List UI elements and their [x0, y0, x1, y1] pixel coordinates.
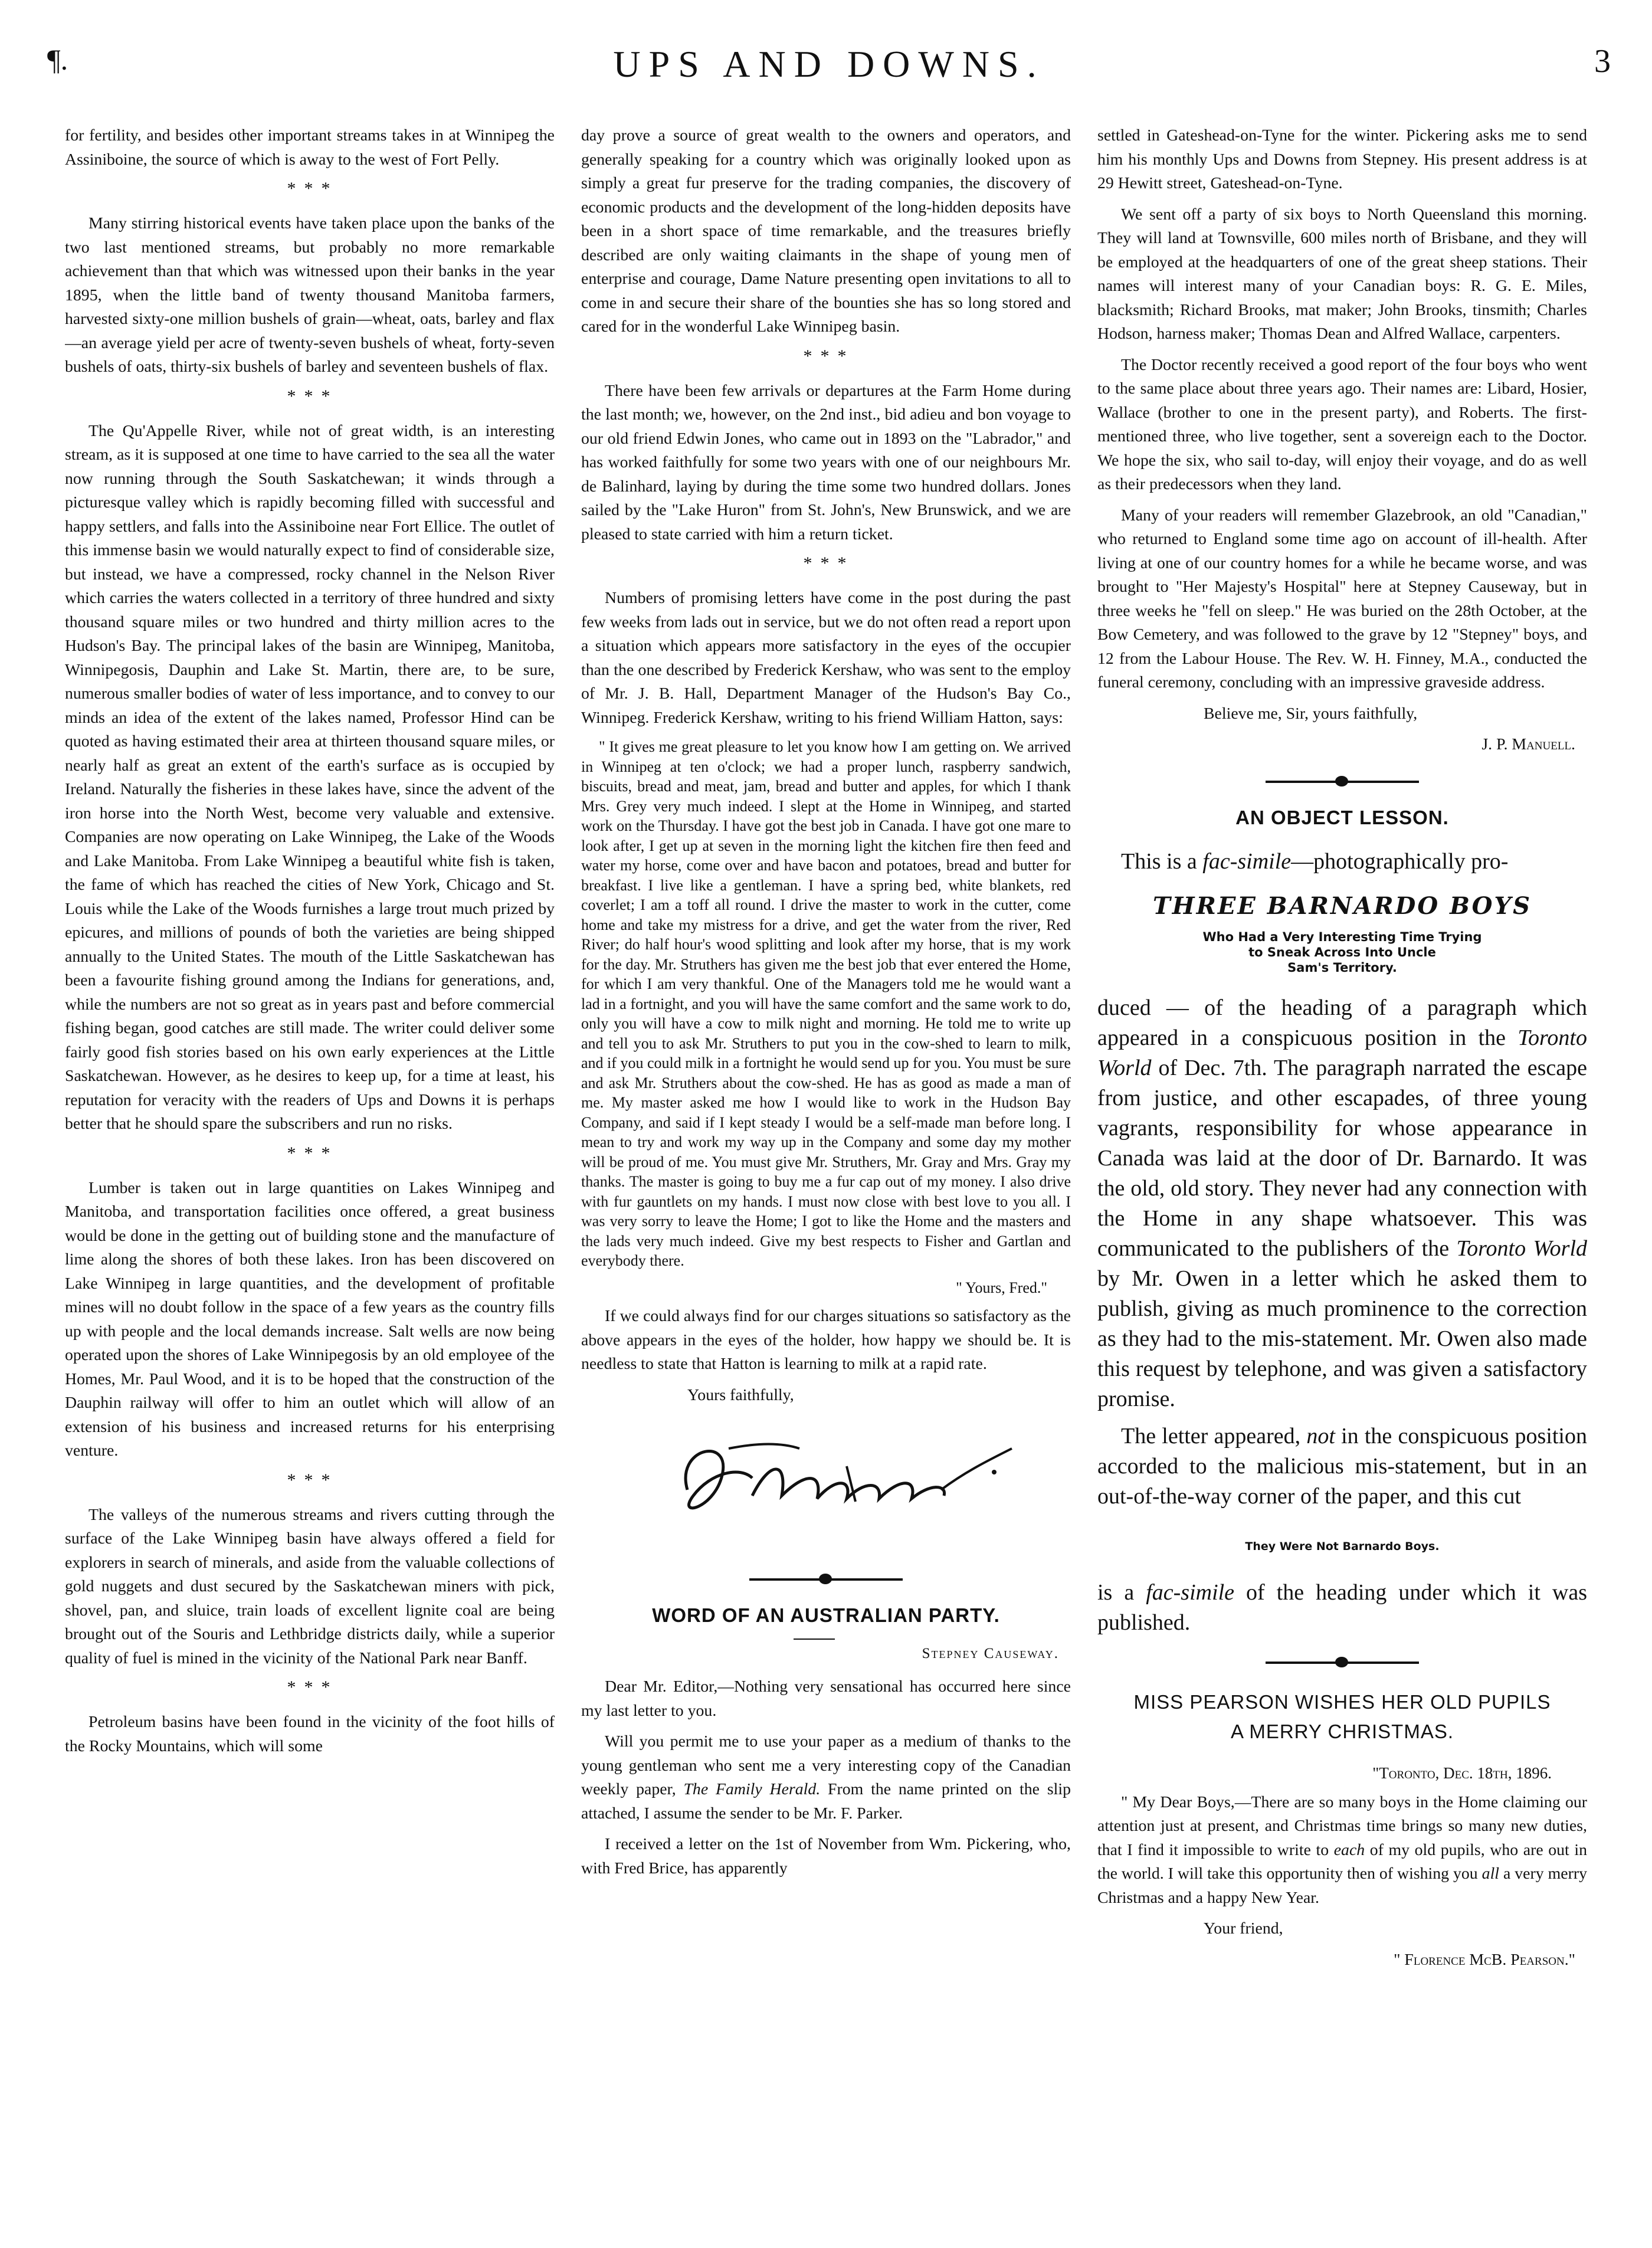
text-run: all	[1481, 1864, 1500, 1883]
text-run: From the name printed on the slip attached, I assume the sender to be Mr. F. Parker.	[581, 1780, 1071, 1823]
closing-line: Believe me, Sir, yours faithfully,	[1204, 704, 1418, 723]
paragraph: There have been few arrivals or departures at the Farm Home during the last month; we, however, on the 2nd inst., bid adieu and bon voyage to our old friend Edwin Jones, who came out in 1893 on the "Labrador," and has worked faithfully for some two years with one of our neighbours Mr. de Balinhard, laying by during the time some two hundred dollars. Jones sailed by the "Lake Huron" from St. John's, New Brunswick, and we are pleased to state carried with him a return ticket.	[581, 381, 1071, 543]
facsimile-subhead	[1097, 929, 1587, 975]
folio-mark: ¶.	[47, 43, 68, 76]
asterism-ornament: * * *	[803, 553, 849, 573]
paragraph: I received a letter on the 1st of November from Wm. Pickering, who, with Fred Brice, has apparently	[581, 1835, 1071, 1877]
text-run: fac-simile	[1146, 1580, 1235, 1605]
asterism-ornament: * * *	[287, 1677, 333, 1697]
asterism-ornament: * * *	[287, 179, 333, 198]
text-run: in the conspicuous position accorded to the malicious mis-statement, but in an out-of-the-way corner of the paper, and this cut	[1097, 1423, 1587, 1509]
facsimile-subhead-line: Sam's Territory.	[1287, 960, 1397, 975]
paragraph: The valleys of the numerous streams and rivers cutting through the surface of the Lake Winnipeg basin have always offered a field for explorers in search of minerals, and aside from the valuable collections of gold nuggets and dust secured by the Saskatchewan miners with pick, shovel, pan, and sluice, train loads of excellent lignite coal are being brought out of the Souris and Lethbridge districts daily, while a superior quality of fuel is mined in the vicinity of the National Park near Banff.	[65, 1505, 555, 1667]
facsimile-cut-heading: They Were Not Barnardo Boys.	[1245, 1539, 1440, 1553]
section-heading	[1097, 1687, 1587, 1746]
section-heading: AN OBJECT LESSON.	[1235, 806, 1449, 828]
text-run: of my old pupils, who are out in the world. I will take this opportunity then of wishing you	[1097, 1840, 1587, 1883]
running-head	[41, 42, 1617, 96]
text-run: Toronto World	[1456, 1236, 1587, 1261]
signature-name: J. P. Manuell.	[1481, 735, 1575, 753]
text-run: —photographically pro-	[1291, 848, 1509, 874]
text-run: fac-simile	[1202, 848, 1292, 874]
section-heading-line: A MERRY CHRISTMAS.	[1230, 1720, 1454, 1742]
paragraph: day prove a source of great wealth to the owners and operators, and generally speaking for a country which was originally looked upon as simply a great fur preserve for the trading companies, the discovery of economic products and the development of the long-hidden deposits have been in a short space of time remarkable, and the treasures briefly described are only waiting claimants in the shape of young men of enterprise and courage, Dame Nature presenting open invitations to all to come in and secure their share of the bounties she has so long stored and cared for in the wonderful Lake Winnipeg basin.	[581, 126, 1071, 336]
text-run: Toronto World	[1097, 1025, 1587, 1080]
asterism-ornament: * * *	[287, 1143, 333, 1163]
paragraph: Lumber is taken out in large quantities on Lakes Winnipeg and Manitoba, and transportation facilities once offered, a great business would be done in the getting out of building stone and the manufacture of lime along the shores of both these lakes. Iron has been discovered on Lake Winnipeg in large quantities, and the development of profitable mines will no doubt follow in the space of a few years as the country fills up with people and the local demands increase. Salt wells are now being operated upon the shores of Lake Winnipegosis by an old employee of the Homes, Mr. Paul Wood, and it is to be hoped that the construction of the Dauphin railway will offer to him an outlet which will allow of an extension of his business and increased returns for his enterprising venture.	[65, 1178, 555, 1460]
section-rule	[749, 1578, 903, 1581]
paragraph: settled in Gateshead-on-Tyne for the winter. Pickering asks me to send him his monthly Ups and Downs from Stepney. His present address is at 29 Hewitt street, Gateshead-on-Tyne.	[1097, 126, 1587, 192]
text-run: of Dec. 7th. The paragraph narrated the escape from justice, and other escapades, of three young vagrants, responsibility for whose appearance in Canada was laid at the door of Dr. Barnardo. It was the old, old story. They never had any connection with the Home in any shape whatsoever. This was communicated to the publishers of the	[1097, 1055, 1587, 1261]
facsimile-subhead-line: Who Had a Very Interesting Time Trying	[1202, 929, 1482, 944]
text-run: a very merry Christmas and a happy New Year.	[1097, 1864, 1587, 1907]
paragraph: If we could always find for our charges situations so satisfactory as the above appears in the eyes of the holder, how happy we should be. It is needless to state that Hatton is learning to milk at a rapid rate.	[581, 1307, 1071, 1373]
facsimile-headline: THREE BARNARDO BOYS	[1153, 892, 1532, 920]
paragraph: for fertility, and besides other important streams takes in at Winnipeg the Assiniboine, the source of which is away to the west of Fort Pelly.	[65, 126, 555, 169]
letter-dateline: "Toronto, Dec. 18th, 1896.	[1372, 1764, 1552, 1782]
page-number: 3	[1594, 43, 1611, 80]
divider	[794, 1639, 835, 1640]
paragraph: Dear Mr. Editor,—Nothing very sensational has occurred here since my last letter to you.	[581, 1677, 1071, 1720]
asterism-ornament: * * *	[287, 386, 333, 406]
paragraph	[1097, 847, 1587, 877]
quoted-letter: " It gives me great pleasure to let you know how I am getting on. We arrived in Winnipeg at ten o'clock; we had a proper lunch, raspberry sandwich, biscuits, bread and meat, jam, bread and butter and apples, for which I thank Mrs. Grey very much indeed. I slept at the Home in Winnipeg, and started work on the Thursday. I have got the best job in Canada. I have got one mare to look after, I get up at seven in the morning light the kitchen fire then feed and water my horse, come over and have bacon and potatoes, bread and butter for breakfast. I live like a gentleman. I have a spring bed, white blankets, red coverlet; I am a toff all round. I drive the master to work in the cutter, come home and take my mistress for a drive, and get the water from the river, Red River; do half hour's wood splitting and look after my horse, that is my work for the day. Mr. Struthers has given me the best job that ever entered the Home, for which I am very thankful. One of the Managers told me he would want a lad in a fortnight, and you will have the same comfort and the same work to do, only you will have a cow to milk night and morning. He told me to write up and tell you to ask Mr. Struthers to put you in the cow-shed to learn to milk, and if you could milk in a fortnight he would send up for you. You must be sure and ask Mr. Struthers about the cow-shed. He has as good as made a man of me. My master asked me how I would like to work in the Hudson Bay Company, and said if I kept steady I would be a self-made man before long. I mean to try and work my way up in the Company and some day my mother will be proud of me. You must give Mr. Struthers, Mr. Gray and Mrs. Gray my thanks. The master is going to buy me a fur cap out of my money. I also drive with fur gauntlets on my hands. I must now close with best love to you all. I was very sorry to leave the Home; I got to like the Home and the masters and the lads very much indeed. Give my best respects to Fisher and Gartlan and everybody there.	[581, 738, 1071, 1269]
paragraph: The Qu'Appelle River, while not of great width, is an interesting stream, as it is supposed at one time to have carried to the sea all the water now running through the South Saskatchewan; it winds through a picturesque valley which is rapidly becoming filled with successful and happy settlers, and falls into the Assiniboine near Fort Ellice. The outlet of this immense basin we would naturally expect to find of considerable size, but instead, we have a compressed, rocky channel in the Nelson River which carries the waters collected in a territory of three hundred and sixty thousand square miles or two hundred and thirty million acres to the Hudson's Bay. The principal lakes of the basin are Winnipeg, Manitoba, Winnipegosis, Dauphin and Lake St. Martin, there are, to be sure, numerous smaller bodies of water of less importance, and to convey to our minds an idea of the extent of the lakes named, Professor Hind can be quoted as having estimated their area at thirteen thousand square miles, or nearly half as great an extent of the earth's surface as is occupied by Ireland. Naturally the fisheries in these lakes have, since the advent of the iron horse into the North West, become very valuable and extensive. Companies are now operating on Lake Winnipeg, the Lake of the Woods and Lake Manitoba. From Lake Winnipeg a beautiful white fish is taken, the fame of which has reached the cities of New York, Chicago and St. Louis while the Lake of the Woods furnishes a large trout much prized by epicures, and millions of pounds of both the varieties are being shipped annually to the United States. The mouth of the Little Saskatchewan has been a favourite fishing ground among the Indians for generations, and, while the numbers are not so great as in years past and before commercial fishing began, good catches are still made. The writer could deliver some fairly good fish stories based on his own early experiences at the Little Saskatchewan. However, as he desires to keep up, for a time at least, his reputation for veracity with the readers of Ups and Downs it is perhaps better that he should spare the subscribers and run no risks.	[65, 421, 555, 1133]
section-heading: WORD OF AN AUSTRALIAN PARTY.	[652, 1604, 1000, 1626]
paragraph: Many of your readers will remember Glazebrook, an old "Canadian," who returned to England some time ago on account of ill-health. After living at one of our country homes for a while he became worse, and was brought to "Her Majesty's Hospital" here at Stepney Causeway, but in three weeks he "fell on sleep." He was buried on the 28th October, at the Bow Cemetery, and was followed to the grave by 12 "Stepney" boys, and 12 from the Labour House. The Rev. W. H. Finney, M.A., conducted the funeral ceremony, concluding with an impressive graveside address.	[1097, 506, 1587, 692]
text-run: not	[1306, 1423, 1335, 1449]
text-run: is a	[1097, 1580, 1146, 1605]
paragraph	[1097, 1421, 1587, 1512]
closing-line: Your friend,	[1204, 1919, 1283, 1938]
paragraph: We sent off a party of six boys to North Queensland this morning. They will land at Townsville, 600 miles north of Brisbane, and they will be employed at the headquarters of one of the great sheep stations. Their names will interest many of your Canadian boys: R. G. E. Miles, blacksmith; Richard Brooks, mat maker; John Brooks, tinsmith; Charles Hodson, harness maker; Thomas Dean and Alfred Wallace, carpenters.	[1097, 205, 1587, 343]
column-3	[1097, 124, 1587, 2224]
text-run: The Family Herald.	[683, 1780, 821, 1798]
asterism-ornament: * * *	[803, 346, 849, 366]
text-run: This is a	[1121, 848, 1203, 874]
handwritten-signature	[652, 1425, 1018, 1537]
letter-signature: " Yours, Fred."	[956, 1279, 1047, 1296]
closing-line: Yours faithfully,	[687, 1385, 794, 1404]
paragraph: The Doctor recently received a good report of the four boys who went to the same place about three years ago. Their names are: Libard, Hosier, Wallace (brother to one in the present party), and Roberts. The first-mentioned three, who live together, sent a sovereign each to the Doctor. We hope the six, who sail to-day, will enjoy their voyage, and do as well as their predecessors when they land.	[1097, 355, 1587, 493]
facsimile-subhead-line: to Sneak Across Into Uncle	[1248, 945, 1436, 959]
signature-name: " Florence McB. Pearson."	[1394, 1950, 1575, 1969]
text-run: of the heading under which it was published.	[1097, 1580, 1587, 1635]
text-run: duced — of the heading of a paragraph which appeared in a conspicuous position in the	[1097, 995, 1587, 1050]
section-heading-line: MISS PEARSON WISHES HER OLD PUPILS	[1133, 1690, 1551, 1713]
paragraph	[1097, 1791, 1587, 1911]
paragraph: Many stirring historical events have taken place upon the banks of the two last mentioned streams, but probably no more remarkable achievement than that which was witnessed upon their banks in the year 1895, when the little band of twenty thousand Manitoba farmers, harvested sixty-one million bushels of grain—wheat, oats, barley and flax—an average yield per acre of twenty-seven bushels of wheat, forty-seven bushels of oats, thirty-six bushels of barley and seventeen bushels of flax.	[65, 214, 555, 376]
column-2	[581, 124, 1071, 2224]
text-run: by Mr. Owen in a letter which he asked them to publish, giving as much prominence to the correction as they had to the mis-statement. Mr. Owen also made this request by telephone, and was given a satisfactory promise.	[1097, 1266, 1587, 1411]
text-run: each	[1333, 1840, 1365, 1859]
paragraph: Numbers of promising letters have come in the post during the past few weeks from lads out in service, but we do not often read a report upon a situation which appears more satisfactory in the eyes of the occupier than the one described by Frederick Kershaw, who was sent to the employ of Mr. J. B. Hall, Department Manager of the Hudson's Bay Co., Winnipeg. Frederick Kershaw, writing to his friend William Hatton, says:	[581, 589, 1071, 727]
paragraph: Petroleum basins have been found in the vicinity of the foot hills of the Rocky Mountains, which will some	[65, 1713, 555, 1755]
dateline: Stepney Causeway.	[922, 1646, 1059, 1662]
paragraph	[581, 1730, 1071, 1826]
text-run: Will you permit me to use your paper as a medium of thanks to the young gentleman who sent me a very interesting copy of the Canadian weekly paper,	[581, 1732, 1071, 1798]
journal-title: UPS AND DOWNS.	[613, 43, 1045, 85]
section-rule	[1266, 781, 1419, 783]
text-run: " My Dear Boys,—There are so many boys in the Home claiming our attention just at present, and Christmas time brings so many new duties, that I find it impossible to write to	[1097, 1792, 1587, 1859]
section-rule	[1266, 1662, 1419, 1664]
paragraph	[1097, 1578, 1587, 1638]
asterism-ornament: * * *	[287, 1470, 333, 1490]
column-1	[65, 124, 555, 2224]
paragraph	[1097, 993, 1587, 1414]
text-run: The letter appeared,	[1121, 1423, 1307, 1449]
